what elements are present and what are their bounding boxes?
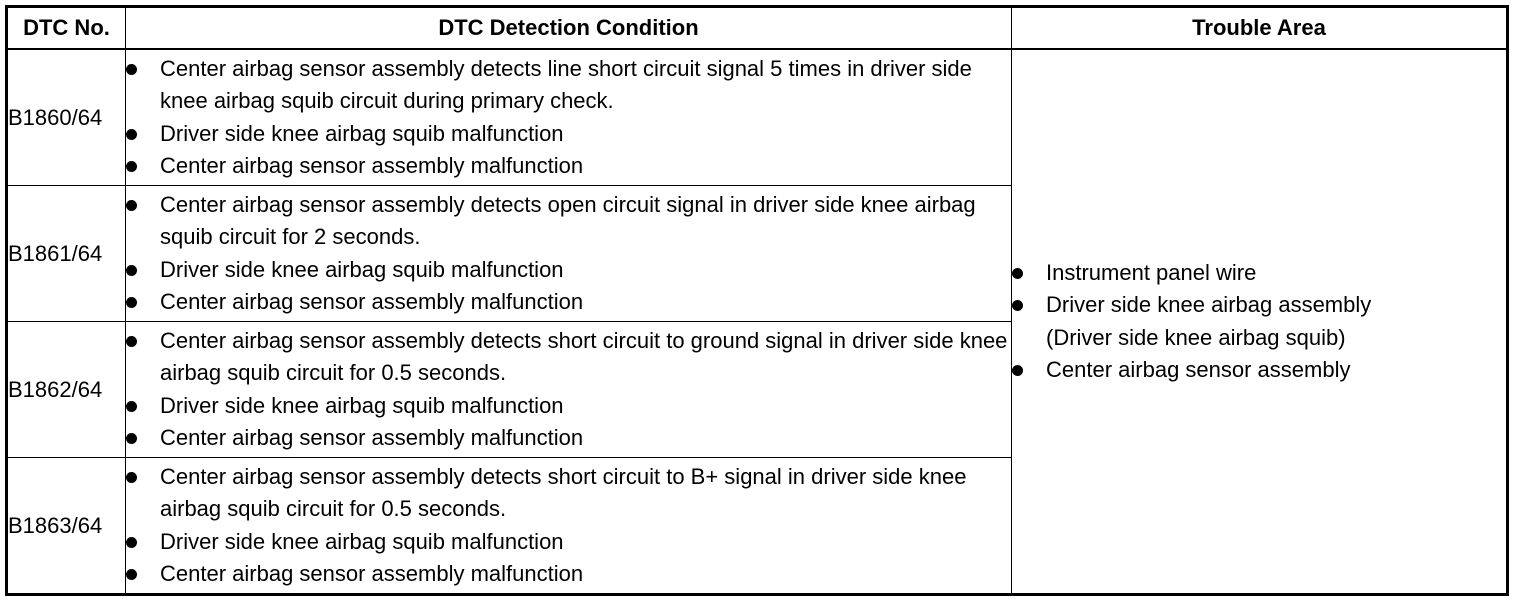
- condition-text: Center airbag sensor assembly detects short circuit to B+ signal in driver side knee airbag squib circuit for 0.5 seconds.: [160, 463, 967, 521]
- dtc-table: [5, 5, 1509, 596]
- list-item: [1012, 289, 1426, 354]
- list-item: [126, 286, 1011, 319]
- trouble-area-text: Center airbag sensor assembly: [1046, 357, 1351, 382]
- list-item: [126, 325, 1011, 390]
- bullet-icon: [126, 265, 137, 276]
- bullet-icon: [126, 129, 137, 140]
- bullet-icon: [126, 433, 137, 444]
- condition-list: [126, 325, 1011, 455]
- header-dtc-no: DTC No.: [7, 7, 126, 50]
- trouble-area-list: [1012, 257, 1506, 387]
- dtc-code: B1861/64: [7, 186, 126, 322]
- header-detection-condition: DTC Detection Condition: [126, 7, 1012, 50]
- detection-condition-cell: [126, 186, 1012, 322]
- condition-text: Driver side knee airbag squib malfunction: [160, 528, 564, 554]
- bullet-icon: [1012, 365, 1023, 376]
- bullet-icon: [1012, 300, 1023, 311]
- condition-text: Center airbag sensor assembly malfunction: [160, 153, 584, 178]
- list-item: [126, 150, 1011, 183]
- list-item: [126, 254, 1011, 287]
- dtc-code: B1863/64: [7, 458, 126, 595]
- condition-text: Driver side knee airbag squib malfunction: [160, 256, 564, 282]
- condition-text: Center airbag sensor assembly malfunction: [160, 289, 584, 314]
- list-item: [1012, 354, 1506, 387]
- bullet-icon: [1012, 268, 1023, 279]
- bullet-icon: [126, 537, 137, 548]
- detection-condition-cell: [126, 458, 1012, 595]
- condition-text: Center airbag sensor assembly detects short circuit to ground signal in driver side knee airbag squib circuit for 0.5 seconds.: [160, 327, 1008, 385]
- list-item: [126, 461, 1011, 526]
- header-trouble-area: Trouble Area: [1012, 7, 1508, 50]
- condition-text: Center airbag sensor assembly malfunction: [160, 425, 584, 450]
- list-item: [1012, 257, 1506, 290]
- condition-list: [126, 53, 1011, 183]
- bullet-icon: [126, 297, 137, 308]
- condition-list: [126, 461, 1011, 591]
- list-item: [126, 53, 1011, 118]
- list-item: [126, 526, 1011, 559]
- list-item: [126, 189, 1011, 254]
- condition-text: Center airbag sensor assembly malfunction: [160, 561, 584, 586]
- detection-condition-cell: [126, 322, 1012, 458]
- condition-text: Center airbag sensor assembly detects open circuit signal in driver side knee airbag squib circuit for 2 seconds.: [160, 191, 976, 249]
- condition-list: [126, 189, 1011, 319]
- list-item: [126, 558, 1011, 591]
- bullet-icon: [126, 401, 137, 412]
- list-item: [126, 390, 1011, 423]
- condition-text: Driver side knee airbag squib malfunction: [160, 392, 564, 418]
- list-item: [126, 422, 1011, 455]
- bullet-icon: [126, 472, 137, 483]
- condition-text: Center airbag sensor assembly detects line short circuit signal 5 times in driver side knee airbag squib circuit during primary check.: [160, 55, 972, 113]
- list-item: [126, 118, 1011, 151]
- bullet-icon: [126, 569, 137, 580]
- bullet-icon: [126, 64, 137, 75]
- detection-condition-cell: [126, 49, 1012, 186]
- condition-text: Driver side knee airbag squib malfunction: [160, 120, 564, 146]
- bullet-icon: [126, 200, 137, 211]
- bullet-icon: [126, 336, 137, 347]
- dtc-code: B1862/64: [7, 322, 126, 458]
- dtc-code: B1860/64: [7, 49, 126, 186]
- table-row: [7, 49, 1508, 186]
- trouble-area-text: Instrument panel wire: [1046, 259, 1257, 285]
- trouble-area-cell: [1012, 49, 1508, 595]
- trouble-area-text: Driver side knee airbag assembly (Driver side knee airbag squib): [1046, 292, 1372, 350]
- bullet-icon: [126, 161, 137, 172]
- table-header-row: [7, 7, 1508, 50]
